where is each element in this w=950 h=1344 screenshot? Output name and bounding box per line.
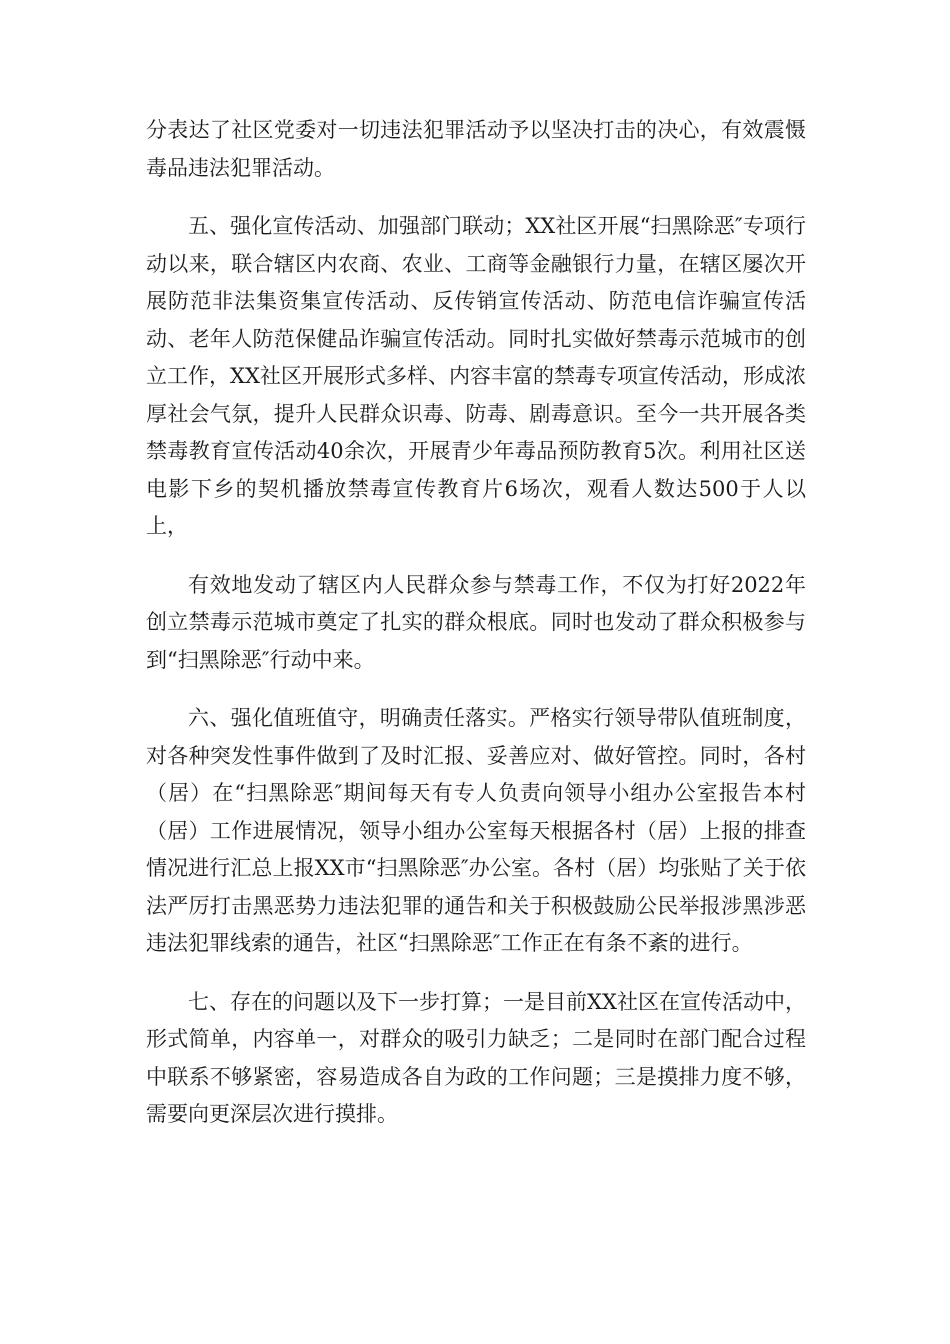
paragraph-section-five: 五、强化宣传活动、加强部门联动；XX社区开展“扫黑除恶″专项行动以来，联合辖区内农商、农业、工商等金融银行力量，在辖区屡次开展防范非法集资集宣传活动、反传销宣传活动、防范电信诈骗宣传活动、老年人防范保健品诈骗宣传活动。同时扎实做好禁毒示范城市的创立工作，XX社区开展形式多样、内容丰富的禁毒专项宣传活动，形成浓厚社会气氛，提升人民群众识毒、防毒、剧毒意识。至今一共开展各类禁毒教育宣传活动40余次，开展青少年毒品预防教育5次。利用社区送电影下乡的契机播放禁毒宣传教育片6场次，观看人数达500于人以上，: [146, 214, 806, 538]
paragraph-section-six: 六、强化值班值守，明确责任落实。严格实行领导带队值班制度，对各种突发性事件做到了及时汇报、妥善应对、做好管控。同时，各村（居）在“扫黑除恶″期间每天有专人负责向领导小组办公室报告本村（居）工作进展情况，领导小组办公室每天根据各村（居）上报的排查情况进行汇总上报XX市“扫黑除恶″办公室。各村（居）均张贴了关于依法严厉打击黑恶势力违法犯罪的通告和关于积极鼓励公民举报涉黑涉恶违法犯罪线索的通告，社区“扫黑除恶″工作正在有条不紊的进行。: [146, 706, 806, 955]
paragraph-anti-drug-effect: 有效地发动了辖区内人民群众参与禁毒工作，不仅为打好2022年创立禁毒示范城市奠定了扎实的群众根底。同时也发动了群众积极参与到“扫黑除恶″行动中来。: [146, 572, 806, 672]
paragraph-section-seven: 七、存在的问题以及下一步打算；一是目前XX社区在宣传活动中，形式简单，内容单一，对群众的吸引力缺乏；二是同时在部门配合过程中联系不够紧密，容易造成各自为政的工作问题；三是摸排力度不够，需要向更深层次进行摸排。: [146, 989, 806, 1126]
paragraph-continuation: 分表达了社区党委对一切违法犯罪活动予以坚决打击的决心，有效震慑毒品违法犯罪活动。: [146, 118, 806, 180]
document-body: [146, 112, 806, 1155]
